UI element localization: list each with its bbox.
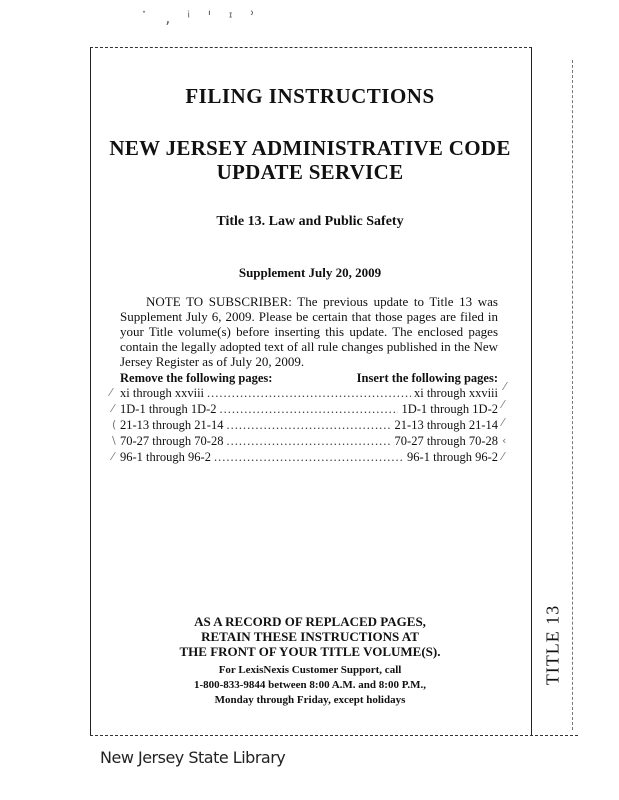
check-mark: ‹ (502, 434, 507, 447)
check-mark: ⁄ (502, 416, 504, 429)
remove-range: 96-1 through 96-2 (120, 450, 211, 464)
table-row (120, 450, 498, 465)
check-mark: ⁄ (110, 386, 112, 399)
subscriber-note-text: NOTE TO SUBSCRIBER: The previous update to Title 13 was Supplement July 6, 2009. Please be certain that those pages are filed in your Title volume(s) before inserting this update. The enclosed pages contain the legally adopted text of all rule changes published in the New Jersey Register as of July 20, 2009. (120, 294, 498, 369)
remove-range: xi through xxviii (120, 386, 205, 400)
table-row (120, 402, 498, 417)
check-mark: \ (112, 434, 116, 447)
insert-range: 21-13 through 21-14 (394, 418, 498, 432)
remove-range: 1D-1 through 1D-2 (120, 402, 217, 416)
record-line-1: AS A RECORD OF REPLACED PAGES, (194, 614, 426, 629)
title-tab-label: TITLE 13 (542, 604, 563, 686)
insert-header: Insert the following pages: (356, 371, 498, 385)
remove-range: 70-27 through 70-28 (120, 434, 224, 448)
page-title: FILING INSTRUCTIONS (185, 84, 435, 108)
page-columns-header (120, 371, 498, 386)
insert-range: 70-27 through 70-28 (394, 434, 498, 448)
check-mark: ⁄ (504, 380, 506, 393)
check-mark: ⁄ (112, 402, 114, 415)
check-mark: ⁄ (502, 450, 504, 463)
support-line-3: Monday through Friday, except holidays (214, 694, 406, 706)
record-line-2: RETAIN THESE INSTRUCTIONS AT (201, 629, 419, 644)
record-line-3: THE FRONT OF YOUR TITLE VOLUME(S). (179, 644, 441, 659)
remove-header: Remove the following pages: (120, 371, 273, 385)
table-row (120, 418, 498, 433)
insert-range: xi through xxviii (413, 386, 498, 400)
check-mark: ( (112, 418, 117, 431)
table-row (120, 386, 498, 401)
insert-range: 96-1 through 96-2 (407, 450, 498, 464)
check-mark: ⁄ (112, 450, 114, 463)
customer-support (92, 663, 528, 708)
table-row (120, 434, 498, 449)
scan-artifact: ˙ ‚ ⁱ ˈ ᶦ ʾ (140, 8, 261, 27)
support-line-1: For LexisNexis Customer Support, call (218, 664, 402, 676)
support-line-2: 1-800-833-9844 between 8:00 A.M. and 8:00 P.M., (193, 679, 427, 691)
code-title-line-2: UPDATE SERVICE (216, 160, 404, 184)
page-frame-bottom (90, 735, 578, 736)
library-stamp: New Jersey State Library (100, 748, 286, 767)
check-mark: ⁄ (502, 398, 504, 411)
code-title-line-1: NEW JERSEY ADMINISTRATIVE CODE (109, 136, 511, 160)
insert-range: 1D-1 through 1D-2 (401, 402, 498, 416)
tab-divider (572, 60, 573, 730)
supplement-date: Supplement July 20, 2009 (238, 265, 382, 280)
remove-range: 21-13 through 21-14 (120, 418, 224, 432)
title-subject: Title 13. Law and Public Safety (216, 214, 404, 229)
subscriber-note (120, 294, 498, 369)
record-notice (92, 614, 528, 659)
